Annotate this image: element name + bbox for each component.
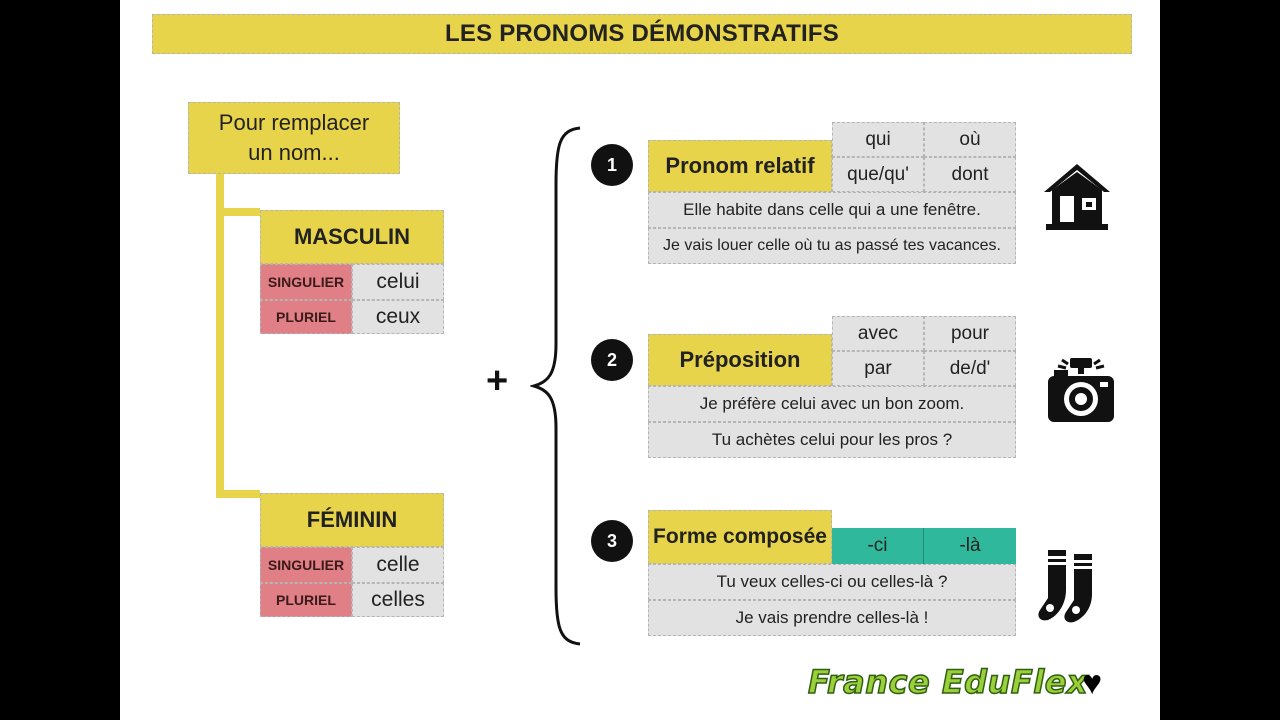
section-1-word-4: dont (924, 157, 1016, 192)
section-2-example-1: Je préfère celui avec un bon zoom. (648, 386, 1016, 422)
section-2-word-1: avec (832, 316, 924, 351)
section-2-label: Préposition (648, 334, 832, 386)
section-1-word-3: que/qu' (832, 157, 924, 192)
curly-brace (530, 124, 586, 648)
section-3-number: 3 (591, 520, 633, 562)
section-2-word-3: par (832, 351, 924, 386)
masculin-singulier-value: celui (352, 264, 444, 300)
masculin-pluriel-value: ceux (352, 300, 444, 334)
section-3-word-1: -ci (832, 528, 924, 564)
masculin-heading: MASCULIN (260, 210, 444, 264)
feminin-pluriel-label: PLURIEL (260, 583, 352, 617)
section-2-word-4: de/d' (924, 351, 1016, 386)
page (120, 0, 1160, 720)
camera-icon (1044, 352, 1118, 426)
brand-name: France EduFlex (808, 663, 1089, 701)
tree-branch-feminin (216, 490, 260, 498)
section-1-word-1: qui (832, 122, 924, 157)
intro-box (188, 102, 400, 174)
tree-branch-masculin (216, 208, 260, 216)
section-1-word-2: où (924, 122, 1016, 157)
section-1-example-2: Je vais louer celle où tu as passé tes vacances. (648, 228, 1016, 264)
section-1-example-1: Elle habite dans celle qui a une fenêtre. (648, 192, 1016, 228)
section-3-example-1: Tu veux celles-ci ou celles-là ? (648, 564, 1016, 600)
feminin-heading: FÉMININ (260, 493, 444, 547)
feminin-singulier-value: celle (352, 547, 444, 583)
house-icon (1042, 162, 1112, 232)
section-3-example-2: Je vais prendre celles-là ! (648, 600, 1016, 636)
masculin-singulier-label: SINGULIER (260, 264, 352, 300)
section-2-example-2: Tu achètes celui pour les pros ? (648, 422, 1016, 458)
section-3-word-2: -là (924, 528, 1016, 564)
masculin-pluriel-label: PLURIEL (260, 300, 352, 334)
feminin-pluriel-value: celles (352, 583, 444, 617)
section-3-label: Forme composée (648, 510, 832, 564)
plus-sign: + (486, 360, 509, 402)
section-2-number: 2 (591, 339, 633, 381)
section-1-number: 1 (591, 144, 633, 186)
heart-icon: ♥ (1082, 664, 1103, 702)
section-2-word-2: pour (924, 316, 1016, 351)
intro-line-1: Pour remplacer (218, 110, 370, 135)
socks-icon (1036, 546, 1106, 626)
section-1-label: Pronom relatif (648, 140, 832, 192)
feminin-singulier-label: SINGULIER (260, 547, 352, 583)
page-title: LES PRONOMS DÉMONSTRATIFS (152, 14, 1132, 54)
tree-vertical-line (216, 174, 224, 498)
intro-line-2: un nom... (248, 140, 340, 165)
